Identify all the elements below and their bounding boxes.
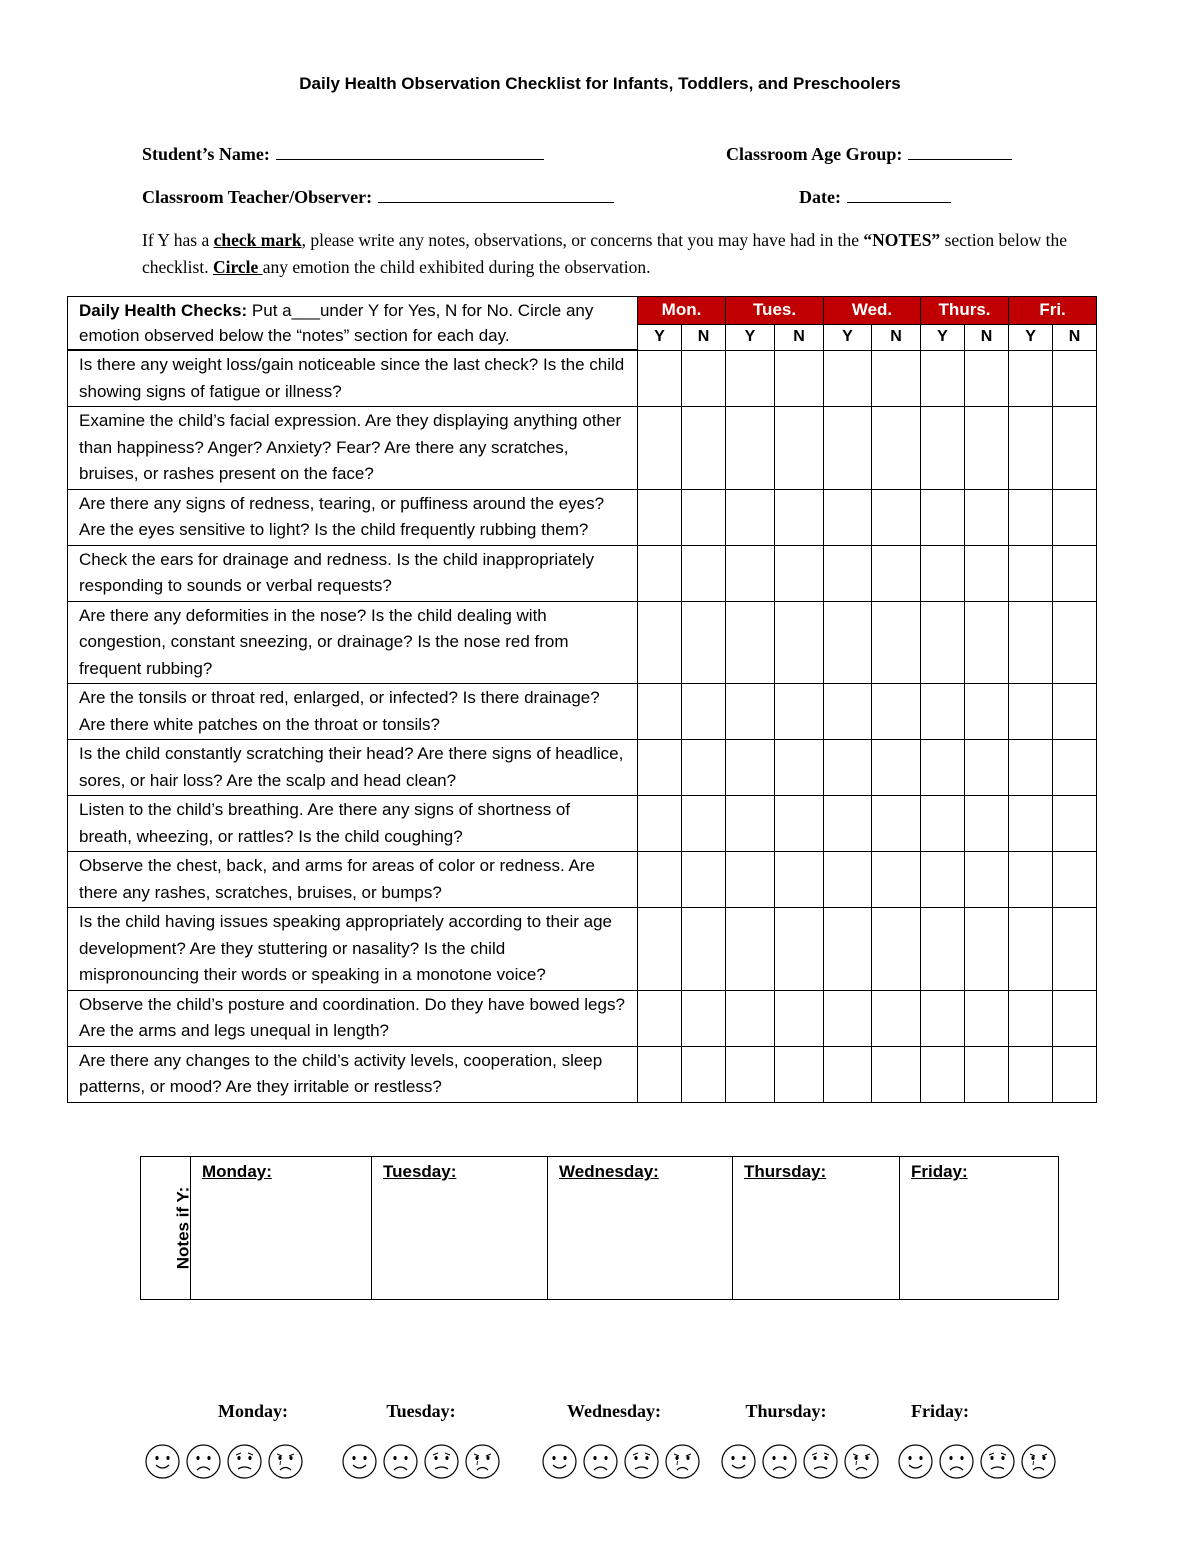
emotion-day-label: Wednesday: (566, 1401, 662, 1421)
age-group-field (726, 143, 1012, 165)
crying-face-icon[interactable] (664, 1443, 701, 1480)
yes-checkbox-cell[interactable] (824, 407, 872, 490)
no-checkbox-cell[interactable] (682, 350, 726, 407)
sad-face-icon[interactable] (761, 1443, 798, 1480)
no-checkbox-cell[interactable] (775, 1046, 824, 1102)
yes-checkbox-cell[interactable] (1009, 350, 1053, 407)
student-name-label: Student’s Name: (142, 144, 270, 164)
header-text: Put a___under Y for Yes, N for No. Circle any emotion observed below the “notes” section for each day. (79, 301, 594, 345)
instr-circle: Circle (212, 257, 263, 277)
yes-checkbox-cell[interactable] (921, 908, 965, 991)
yes-checkbox-cell[interactable] (824, 489, 872, 545)
yes-checkbox-cell[interactable] (824, 796, 872, 852)
instr-text-4: any emotion the child exhibited during the observation. (262, 257, 651, 277)
emotion-faces-thursday (720, 1443, 880, 1480)
yes-checkbox-cell[interactable] (824, 1046, 872, 1102)
table-row (68, 489, 1097, 545)
instr-text-1: If Y has a (142, 230, 214, 250)
no-checkbox-cell[interactable] (965, 350, 1009, 407)
table-row (68, 601, 1097, 684)
yes-checkbox-cell[interactable] (726, 852, 775, 908)
question-cell: Are there any deformities in the nose? Is the child dealing with congestion, constant sneezing, or drainage? Is the nose red from frequent rubbing? (68, 601, 638, 684)
table-row (68, 852, 1097, 908)
no-header: N (872, 324, 921, 350)
instr-notes-word: “NOTES” (863, 230, 941, 250)
page-title: Daily Health Observation Checklist for Infants, Toddlers, and Preschoolers (299, 74, 901, 93)
question-cell: Is the child having issues speaking appropriately according to their age development? Are they stuttering or nasality? Is the child mispronouncing their words or speaking in a monotone voice? (68, 908, 638, 991)
worried-face-icon[interactable] (623, 1443, 660, 1480)
no-checkbox-cell[interactable] (1053, 852, 1097, 908)
no-checkbox-cell[interactable] (682, 908, 726, 991)
instr-check-mark: check mark (213, 230, 302, 250)
table-row (68, 740, 1097, 796)
table-row (68, 545, 1097, 601)
no-checkbox-cell[interactable] (775, 601, 824, 684)
no-checkbox-cell[interactable] (775, 796, 824, 852)
no-checkbox-cell[interactable] (1053, 684, 1097, 740)
no-checkbox-cell[interactable] (775, 740, 824, 796)
yes-checkbox-cell[interactable] (824, 852, 872, 908)
no-checkbox-cell[interactable] (682, 407, 726, 490)
yes-checkbox-cell[interactable] (921, 796, 965, 852)
no-checkbox-cell[interactable] (965, 852, 1009, 908)
no-checkbox-cell[interactable] (872, 796, 921, 852)
age-group-label: Classroom Age Group: (726, 144, 903, 164)
crying-face-icon[interactable] (267, 1443, 304, 1480)
table-row (68, 796, 1097, 852)
no-checkbox-cell[interactable] (775, 990, 824, 1046)
day-header-thurs: Thurs. (921, 297, 1009, 325)
happy-face-icon[interactable] (541, 1443, 578, 1480)
no-checkbox-cell[interactable] (872, 908, 921, 991)
instr-text-3: section below the checklist. (142, 230, 1068, 277)
yes-checkbox-cell[interactable] (638, 796, 682, 852)
no-checkbox-cell[interactable] (872, 407, 921, 490)
yes-checkbox-cell[interactable] (921, 1046, 965, 1102)
day-header-mon: Mon. (638, 297, 726, 325)
no-checkbox-cell[interactable] (872, 545, 921, 601)
yes-checkbox-cell[interactable] (638, 545, 682, 601)
day-header-fri: Fri. (1009, 297, 1097, 325)
question-cell: Observe the chest, back, and arms for areas of color or redness. Are there any rashes, scratches, bruises, or bumps? (68, 852, 638, 908)
yes-checkbox-cell[interactable] (726, 684, 775, 740)
notes-label: Notes if Y: (173, 1186, 193, 1270)
no-checkbox-cell[interactable] (965, 740, 1009, 796)
yes-checkbox-cell[interactable] (824, 684, 872, 740)
sad-face-icon[interactable] (582, 1443, 619, 1480)
no-checkbox-cell[interactable] (872, 601, 921, 684)
question-cell: Observe the child’s posture and coordination. Do they have bowed legs? Are the arms and legs unequal in length? (68, 990, 638, 1046)
table-row (68, 990, 1097, 1046)
notes-label-cell (141, 1157, 191, 1300)
no-checkbox-cell[interactable] (1053, 908, 1097, 991)
no-checkbox-cell[interactable] (682, 545, 726, 601)
notes-day-label: Monday: (202, 1162, 272, 1181)
yes-checkbox-cell[interactable] (824, 545, 872, 601)
student-name-field (142, 143, 544, 165)
no-checkbox-cell[interactable] (872, 684, 921, 740)
table-header-instructions (68, 297, 638, 351)
date-blank[interactable] (847, 186, 951, 203)
no-checkbox-cell[interactable] (1053, 1046, 1097, 1102)
notes-day-label: Tuesday: (383, 1162, 457, 1181)
yes-checkbox-cell[interactable] (638, 489, 682, 545)
no-checkbox-cell[interactable] (1053, 489, 1097, 545)
happy-face-icon[interactable] (720, 1443, 757, 1480)
no-checkbox-cell[interactable] (775, 407, 824, 490)
emotion-day-label: Tuesday: (386, 1401, 456, 1421)
age-group-blank[interactable] (908, 143, 1012, 160)
notes-friday[interactable] (900, 1157, 1059, 1300)
yes-checkbox-cell[interactable] (726, 489, 775, 545)
question-cell: Are there any signs of redness, tearing, or puffiness around the eyes? Are the eyes sensitive to light? Is the child frequently rubbing them? (68, 489, 638, 545)
yes-checkbox-cell[interactable] (921, 684, 965, 740)
worried-face-icon[interactable] (979, 1443, 1016, 1480)
no-checkbox-cell[interactable] (775, 489, 824, 545)
happy-face-icon[interactable] (144, 1443, 181, 1480)
emotion-day-label: Monday: (217, 1401, 288, 1421)
student-name-blank[interactable] (276, 143, 544, 160)
yes-checkbox-cell[interactable] (921, 601, 965, 684)
yes-checkbox-cell[interactable] (726, 601, 775, 684)
table-row (68, 350, 1097, 407)
sad-face-icon[interactable] (382, 1443, 419, 1480)
no-checkbox-cell[interactable] (1053, 545, 1097, 601)
happy-face-icon[interactable] (341, 1443, 378, 1480)
no-checkbox-cell[interactable] (872, 350, 921, 407)
date-field (799, 186, 951, 208)
day-header-wed: Wed. (824, 297, 921, 325)
no-checkbox-cell[interactable] (872, 740, 921, 796)
crying-face-icon[interactable] (464, 1443, 501, 1480)
no-checkbox-cell[interactable] (965, 545, 1009, 601)
no-checkbox-cell[interactable] (965, 1046, 1009, 1102)
yes-checkbox-cell[interactable] (1009, 908, 1053, 991)
no-checkbox-cell[interactable] (872, 489, 921, 545)
no-checkbox-cell[interactable] (965, 601, 1009, 684)
yes-checkbox-cell[interactable] (824, 601, 872, 684)
notes-table (140, 1156, 1059, 1300)
worried-face-icon[interactable] (226, 1443, 263, 1480)
day-header-tues: Tues. (726, 297, 824, 325)
yes-checkbox-cell[interactable] (726, 1046, 775, 1102)
instructions (142, 227, 1072, 281)
yes-checkbox-cell[interactable] (638, 684, 682, 740)
yes-checkbox-cell[interactable] (1009, 796, 1053, 852)
sad-face-icon[interactable] (938, 1443, 975, 1480)
no-checkbox-cell[interactable] (965, 796, 1009, 852)
no-checkbox-cell[interactable] (775, 684, 824, 740)
no-checkbox-cell[interactable] (872, 852, 921, 908)
question-cell: Are there any changes to the child’s activity levels, cooperation, sleep patterns, or mood? Are they irritable or restless? (68, 1046, 638, 1102)
teacher-blank[interactable] (378, 186, 614, 203)
header-bold: Daily Health Checks: (79, 301, 248, 320)
no-checkbox-cell[interactable] (965, 489, 1009, 545)
yes-checkbox-cell[interactable] (824, 740, 872, 796)
yes-checkbox-cell[interactable] (921, 545, 965, 601)
yes-checkbox-cell[interactable] (726, 407, 775, 490)
yes-checkbox-cell[interactable] (638, 990, 682, 1046)
yes-checkbox-cell[interactable] (638, 407, 682, 490)
yes-checkbox-cell[interactable] (726, 545, 775, 601)
yes-checkbox-cell[interactable] (726, 908, 775, 991)
notes-day-label: Wednesday: (559, 1162, 659, 1181)
notes-day-label: Thursday: (744, 1162, 827, 1181)
no-header: N (1053, 324, 1097, 350)
crying-face-icon[interactable] (1020, 1443, 1057, 1480)
no-checkbox-cell[interactable] (1053, 350, 1097, 407)
no-checkbox-cell[interactable] (682, 990, 726, 1046)
no-checkbox-cell[interactable] (1053, 407, 1097, 490)
notes-thursday[interactable] (733, 1157, 900, 1300)
yes-checkbox-cell[interactable] (726, 990, 775, 1046)
yes-checkbox-cell[interactable] (1009, 407, 1053, 490)
yes-checkbox-cell[interactable] (921, 489, 965, 545)
no-checkbox-cell[interactable] (965, 407, 1009, 490)
yes-checkbox-cell[interactable] (726, 796, 775, 852)
emotion-faces-tuesday (341, 1443, 501, 1480)
yes-checkbox-cell[interactable] (638, 350, 682, 407)
no-checkbox-cell[interactable] (682, 1046, 726, 1102)
table-row (68, 684, 1097, 740)
no-checkbox-cell[interactable] (1053, 990, 1097, 1046)
worried-face-icon[interactable] (423, 1443, 460, 1480)
no-checkbox-cell[interactable] (775, 545, 824, 601)
no-checkbox-cell[interactable] (682, 740, 726, 796)
no-checkbox-cell[interactable] (1053, 796, 1097, 852)
yes-checkbox-cell[interactable] (1009, 684, 1053, 740)
no-checkbox-cell[interactable] (682, 684, 726, 740)
yes-checkbox-cell[interactable] (1009, 601, 1053, 684)
no-checkbox-cell[interactable] (965, 684, 1009, 740)
sad-face-icon[interactable] (185, 1443, 222, 1480)
yes-checkbox-cell[interactable] (824, 908, 872, 991)
crying-face-icon[interactable] (843, 1443, 880, 1480)
emotion-day-label: Friday: (911, 1401, 969, 1421)
no-header: N (682, 324, 726, 350)
yes-checkbox-cell[interactable] (1009, 489, 1053, 545)
table-row (68, 908, 1097, 991)
yes-checkbox-cell[interactable] (921, 990, 965, 1046)
yes-header: Y (726, 324, 775, 350)
no-header: N (965, 324, 1009, 350)
no-checkbox-cell[interactable] (682, 489, 726, 545)
no-checkbox-cell[interactable] (1053, 601, 1097, 684)
notes-tuesday[interactable] (372, 1157, 548, 1300)
no-checkbox-cell[interactable] (682, 601, 726, 684)
yes-checkbox-cell[interactable] (638, 1046, 682, 1102)
question-cell: Examine the child’s facial expression. Are they displaying anything other than happiness? Anger? Anxiety? Fear? Are there any scratches, bruises, or rashes present on the face? (68, 407, 638, 490)
no-checkbox-cell[interactable] (872, 1046, 921, 1102)
health-checklist-table (67, 296, 1097, 1103)
yes-header: Y (824, 324, 872, 350)
emotion-faces-friday (897, 1443, 1057, 1480)
notes-monday[interactable] (191, 1157, 372, 1300)
no-checkbox-cell[interactable] (682, 796, 726, 852)
no-checkbox-cell[interactable] (872, 990, 921, 1046)
yes-checkbox-cell[interactable] (638, 908, 682, 991)
no-checkbox-cell[interactable] (1053, 740, 1097, 796)
yes-checkbox-cell[interactable] (1009, 1046, 1053, 1102)
emotion-faces-wednesday (541, 1443, 701, 1480)
teacher-field (142, 186, 614, 208)
yes-checkbox-cell[interactable] (921, 852, 965, 908)
notes-wednesday[interactable] (548, 1157, 733, 1300)
yes-checkbox-cell[interactable] (921, 407, 965, 490)
no-header: N (775, 324, 824, 350)
emotion-faces-monday (144, 1443, 304, 1480)
yes-checkbox-cell[interactable] (1009, 990, 1053, 1046)
emotion-day-label: Thursday: (745, 1401, 827, 1421)
yes-checkbox-cell[interactable] (824, 350, 872, 407)
worried-face-icon[interactable] (802, 1443, 839, 1480)
no-checkbox-cell[interactable] (682, 852, 726, 908)
question-cell: Is there any weight loss/gain noticeable since the last check? Is the child showing signs of fatigue or illness? (68, 350, 638, 407)
date-label: Date: (799, 187, 841, 207)
no-checkbox-cell[interactable] (775, 852, 824, 908)
notes-day-label: Friday: (911, 1162, 968, 1181)
no-checkbox-cell[interactable] (775, 908, 824, 991)
yes-checkbox-cell[interactable] (638, 740, 682, 796)
yes-header: Y (638, 324, 682, 350)
yes-checkbox-cell[interactable] (921, 350, 965, 407)
question-cell: Listen to the child’s breathing. Are there any signs of shortness of breath, wheezing, or rattles? Is the child coughing? (68, 796, 638, 852)
yes-checkbox-cell[interactable] (1009, 545, 1053, 601)
question-cell: Is the child constantly scratching their head? Are there signs of headlice, sores, or hair loss? Are the scalp and head clean? (68, 740, 638, 796)
question-cell: Check the ears for drainage and redness. Is the child inappropriately responding to sounds or verbal requests? (68, 545, 638, 601)
yes-checkbox-cell[interactable] (1009, 852, 1053, 908)
yes-checkbox-cell[interactable] (824, 990, 872, 1046)
question-cell: Are the tonsils or throat red, enlarged, or infected? Is there drainage? Are there white patches on the throat or tonsils? (68, 684, 638, 740)
teacher-label: Classroom Teacher/Observer: (142, 187, 373, 207)
no-checkbox-cell[interactable] (965, 908, 1009, 991)
yes-checkbox-cell[interactable] (638, 601, 682, 684)
yes-checkbox-cell[interactable] (921, 740, 965, 796)
no-checkbox-cell[interactable] (775, 350, 824, 407)
yes-header: Y (1009, 324, 1053, 350)
table-row (68, 1046, 1097, 1102)
yes-checkbox-cell[interactable] (1009, 740, 1053, 796)
instr-text-2: , please write any notes, observations, or concerns that you may have had in the (301, 230, 864, 250)
no-checkbox-cell[interactable] (965, 990, 1009, 1046)
yes-checkbox-cell[interactable] (726, 350, 775, 407)
yes-checkbox-cell[interactable] (638, 852, 682, 908)
yes-checkbox-cell[interactable] (726, 740, 775, 796)
yes-header: Y (921, 324, 965, 350)
happy-face-icon[interactable] (897, 1443, 934, 1480)
table-row (68, 407, 1097, 490)
